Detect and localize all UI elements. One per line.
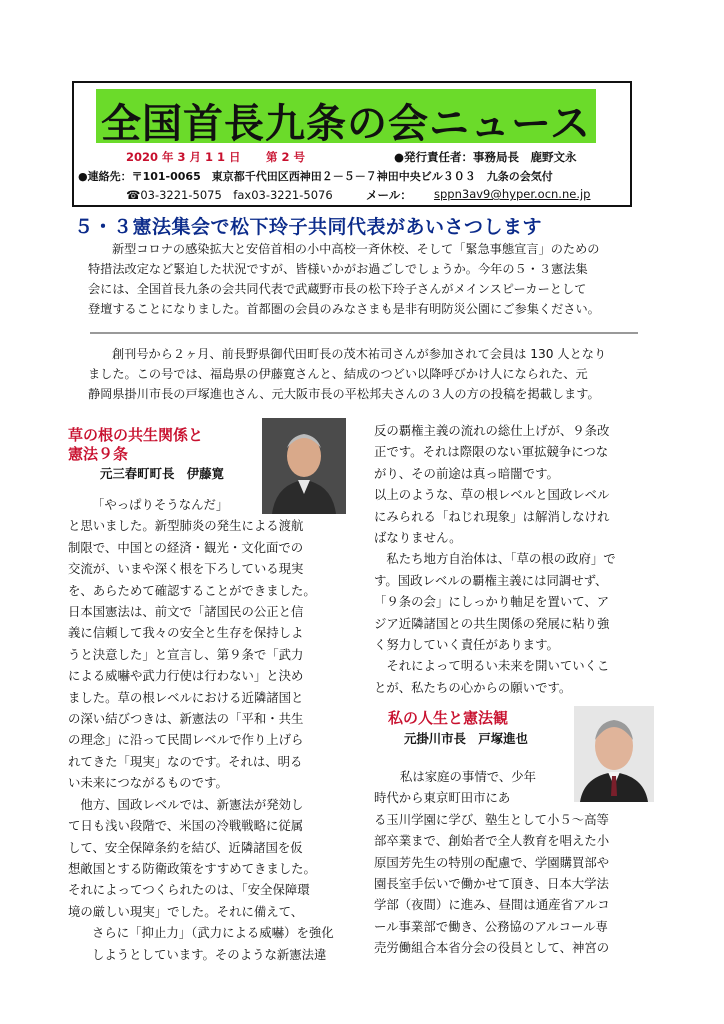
contact-address: ●連絡先：〒101-0065 東京都千代田区西神田２－５－７神田中央ビル３０３ 九条の会気付 bbox=[78, 170, 553, 183]
article-line: うと決意した」と宣言し、第９条で「武力 bbox=[68, 646, 304, 662]
article-line: ました。草の根レベルにおける近隣諸国と bbox=[68, 689, 304, 705]
article2-title: 私の人生と憲法観 bbox=[388, 709, 509, 727]
intro-line: 特措法改定など緊迫した状況ですが、皆様いかがお過ごしでしょうか。今年の５・３憲法集 bbox=[88, 262, 588, 276]
phone-fax: ☎03-3221-5075 fax03-3221-5076 bbox=[126, 188, 333, 202]
article-line: て日も浅い段階で、米国の冷戦戦略に従属 bbox=[68, 818, 304, 834]
issue-number: 第 2 号 bbox=[266, 150, 306, 164]
article-line: 園長室手伝いで働かせて頂き、日本大学法 bbox=[374, 876, 609, 892]
article-line: 交流が、いまや深く根を下ろしている現実 bbox=[68, 561, 304, 577]
article-line: それによってつくられたのは、「安全保障環 bbox=[68, 882, 310, 898]
article-line: 原国芳先生の特別の配慮で、学園購買部や bbox=[374, 854, 610, 870]
article2-author: 元掛川市長 戸塚進也 bbox=[404, 731, 528, 746]
newsletter-title: 全国首長九条の会ニュース bbox=[101, 101, 591, 147]
article1-author: 元三春町町長 伊藤寛 bbox=[100, 466, 224, 481]
article-line: 以上のような、草の根レベルと国政レベル bbox=[374, 487, 610, 503]
article-line: して、安全保障条約を結び、近隣諸国を仮 bbox=[68, 839, 303, 855]
article-line: しようとしています。そのような新憲法違 bbox=[92, 946, 327, 962]
article-line: れてきた「現実」なのです。それは、明る bbox=[68, 753, 303, 769]
article-line: い未来につながるものです。 bbox=[68, 775, 228, 791]
article-line: く努力していく責任があります。 bbox=[374, 637, 559, 653]
lead-line: 静岡県掛川市長の戸塚進也さん、元大阪市長の平松邦夫さんの３人の方の投稿を掲載します。 bbox=[88, 387, 600, 401]
lead-line: 創刊号から２ヶ月、前長野県御代田町長の茂木祐司さんが参加されて会員は 130 人となり bbox=[112, 347, 607, 361]
intro-line: 登壇することになりました。首都圏の会員のみなさまも是非有明防災公園にご参集ください。 bbox=[88, 302, 600, 316]
second-lead-paragraph bbox=[88, 344, 606, 404]
article-line: の深い結びつきは、新憲法の「平和・共生 bbox=[68, 711, 304, 727]
article-line: る玉川学園に学び、塾生として小５～高等 bbox=[374, 811, 609, 827]
article1-title-line: 草の根の共生関係と bbox=[68, 426, 204, 444]
divider bbox=[90, 332, 638, 334]
article1-continued bbox=[374, 420, 616, 698]
article-line: 制限で、中国との経済・観光・文化面での bbox=[68, 539, 304, 555]
article-line: 「９条の会」にしっかり軸足を置いて、ア bbox=[374, 594, 610, 610]
article-line: による威嚇や武力行使は行わない」と決め bbox=[68, 668, 304, 684]
lead-line: ました。この号では、福島県の伊藤寛さんと、結成のつどい以降呼びかけ人になられた、元 bbox=[88, 367, 588, 381]
intro-line: 会には、全国首長九条の会共同代表で武蔵野市長の松下玲子さんがメインスピーカーとして bbox=[88, 282, 587, 296]
article-line: 境の厳しい現実」でした。それに備えて、 bbox=[68, 903, 304, 919]
article-line: とが、私たちの心からの願いです。 bbox=[374, 679, 572, 695]
article-line: 日本国憲法は、前文で「諸国民の公正と信 bbox=[68, 604, 304, 620]
article2-body bbox=[374, 766, 610, 959]
title-band bbox=[96, 89, 596, 147]
article-line: それによって明るい未来を開いていくこ bbox=[374, 658, 610, 674]
article-line: 反の覇権主義の流れの総仕上げが、９条改 bbox=[374, 423, 610, 438]
article-line: がり、その前途は真っ暗闇です。 bbox=[374, 465, 559, 481]
article1-title-line: 憲法９条 bbox=[68, 445, 129, 463]
article-line: 私たち地方自治体は、「草の根の政府」で bbox=[374, 551, 616, 567]
article-line: ばなりません。 bbox=[374, 530, 462, 546]
intro-paragraph bbox=[88, 239, 600, 319]
article-line: 正です。それは際限のない軍拡競争につな bbox=[374, 444, 609, 460]
article-line: 売労働組合本省分会の役員として、神宮の bbox=[374, 940, 610, 956]
article1-title bbox=[68, 426, 203, 464]
article-line: 部卒業まで、創始者で全人教育を唱えた小 bbox=[374, 833, 610, 849]
mail-address[interactable]: sppn3av9@hyper.ocn.ne.jp bbox=[434, 187, 591, 201]
issue-date: 2020 年 3 月 1 1 日 bbox=[126, 150, 241, 164]
article-line: と思いました。新型肺炎の発生による渡航 bbox=[68, 518, 304, 534]
article-line: す。国政レベルの覇権主義には同調せず、 bbox=[374, 572, 608, 588]
article-line: 時代から東京町田市にあ bbox=[374, 790, 511, 806]
article-line: 他方、国政レベルでは、新憲法が発効し bbox=[68, 796, 304, 812]
headline: ５・３憲法集会で松下玲子共同代表があいさつします bbox=[74, 216, 543, 238]
article-line: 私は家庭の事情で、少年 bbox=[400, 769, 537, 784]
mail-label: メール： bbox=[366, 188, 412, 202]
article-line: 「やっぱりそうなんだ」 bbox=[92, 497, 229, 512]
article-line: ジア近隣諸国との共生関係の発展に粘り強 bbox=[374, 615, 610, 631]
article-line: の理念」に沿って民間レベルで作り上げら bbox=[68, 732, 304, 748]
article-line: さらに「抑止力」（武力による威嚇）を強化 bbox=[92, 925, 334, 941]
article-line: 義に信頼して我々の安全と生存を保持しよ bbox=[68, 625, 304, 641]
article1-body bbox=[68, 494, 334, 965]
article-line: 学部（夜間）に進み、昼間は通産省アルコ bbox=[374, 897, 610, 913]
article-line: を、あらためて確認することができました。 bbox=[68, 582, 316, 598]
article-line: 想敵国とする防衛政策をすすめてきました。 bbox=[68, 860, 316, 876]
intro-line: 新型コロナの感染拡大と安倍首相の小中高校一斉休校、そして「緊急事態宣言」のための bbox=[112, 242, 600, 256]
publisher: ●発行責任者：事務局長 鹿野文永 bbox=[394, 150, 577, 164]
article-line: にみられる「ねじれ現象」は解消しなけれ bbox=[374, 508, 610, 524]
masthead bbox=[72, 81, 632, 207]
article-line: ール事業部で働き、公務協のアルコール専 bbox=[374, 918, 608, 934]
